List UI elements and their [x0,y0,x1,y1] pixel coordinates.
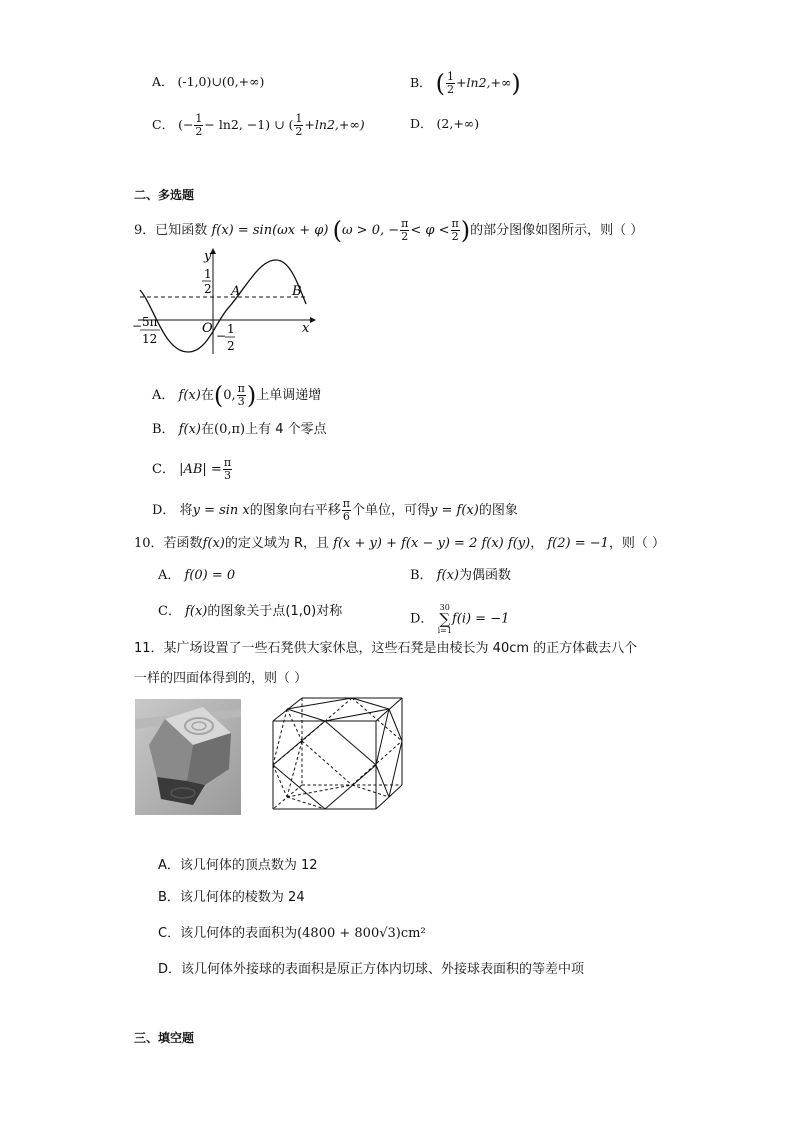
q9-option-a-in: 在 [200,388,214,403]
q10-stem-text-b: 的定义域为 R，且 [224,536,330,551]
q10-option-b-label: B． [410,568,433,583]
q9-option-c [152,457,233,482]
q8-option-c-fraction-1 [194,113,203,138]
fraction-numerator: 1 [447,70,455,83]
q9-option-d-text-d: 的图象 [478,503,518,518]
q9-fraction-pi-2-a [400,218,409,243]
q10-option-b [410,567,511,585]
q11-option-a-label: A． [158,858,180,873]
fraction-numerator: 1 [195,112,203,125]
q9-number: 9． [134,223,156,238]
q9-option-a-text: 上单调递增 [256,388,322,403]
q11-option-c [158,925,426,943]
q9-option-b-label: B． [152,422,175,437]
q11-stem-line-2: 一样的四面体得到的，则（ ） [134,671,308,686]
point-b-label: B [292,284,302,299]
q11-option-b [158,889,305,907]
fraction-numerator: 1 [295,112,303,125]
q11-truncated-cube-diagram [270,695,406,813]
point-a-label: A [231,284,241,299]
q11-option-b-label: B． [158,890,180,905]
q8-option-a-text: (-1,0)∪(0,+∞) [177,74,265,89]
q10-option-c [158,603,342,621]
q9-option-b-in: 在 [201,422,215,437]
q10-option-d [410,603,509,635]
q10-option-d-label: D． [410,611,434,627]
q11-option-a-text: 该几何体的顶点数为 12 [179,858,318,873]
q11-number: 11． [134,641,164,656]
q10-separator: ， [530,536,544,551]
q10-option-a-label: A． [158,568,181,583]
fraction-numerator: π [237,382,245,395]
q10-f2: f(2) = −1 [547,536,609,551]
q8-option-a-label: A． [152,74,174,89]
fraction-denominator: 2 [451,230,459,243]
q10-option-c-func: f(x) [185,604,208,619]
q10-stem [134,535,665,553]
q8-option-b-label: B． [410,75,432,90]
tick-half-denominator: 2 [204,282,212,296]
q9-option-d-text-a: 将 [179,503,193,518]
q9-option-d [152,498,518,523]
summation-lower: i=1 [437,626,452,635]
q10-option-c-label: C． [158,604,181,619]
q10-equation: f(x + y) + f(x − y) = 2 f(x) f(y) [333,536,531,551]
q11-stem-line-1 [134,640,637,658]
q8-option-d-text: (2,+∞) [436,116,480,131]
section-title-multiple-choice: 二、多选题 [134,188,195,202]
q8-option-b: B． ( $\frac{1}{2}$ +ln2,+∞) [410,69,521,98]
q8-option-b-text: +ln2,+∞ [456,75,512,90]
q9-stem-text-b: 的部分图像如图所示，则（ ） [470,223,644,238]
q8-option-c-part3: +ln2,+∞) [304,117,365,132]
q10-stem-text-c: ，则（ ） [608,536,666,551]
q8-option-b-fraction [446,71,455,96]
q9-stem-text-a: 已知函数 [155,223,208,238]
q9-option-b-text: 上有 4 个零点 [245,422,327,437]
fraction-numerator: π [223,456,232,469]
q9-option-a-fraction [237,383,246,408]
q9-option-d-text-b: 的图象向右平移 [249,503,341,518]
q9-option-a-label: A． [152,388,175,403]
q10-func: f(x) [202,536,225,551]
fraction-numerator: π [342,497,351,510]
q8-option-c [152,113,365,138]
q11-option-c-text: 该几何体的表面积为 [180,926,298,941]
origin-label: O [202,321,213,336]
q8-option-d-label: D． [410,116,433,131]
tick-neg-5pi-12-denominator: 12 [142,332,158,346]
tick-neg-5pi-12-numerator: 5π [142,315,158,329]
q10-option-c-text: 的图象关于点(1,0)对称 [207,604,343,619]
q9-option-a: A． f(x)在(0, $\frac{\pi}{3}$ )上单调递增 [152,381,322,410]
q8-option-c-part2: − ln2, −1) ∪ ( [204,117,294,132]
q9-sine-graph [130,246,320,358]
q9-condition-b: < φ < [410,223,450,238]
q8-option-a [152,73,264,91]
q11-option-b-text: 该几何体的棱数为 24 [179,890,305,905]
summation-upper: 30 [439,603,450,612]
x-axis-label: x [302,321,310,336]
fraction-numerator: π [401,217,409,230]
q9-option-d-label: D． [152,503,176,518]
fraction-denominator: 3 [223,469,231,482]
q10-number: 10． [134,536,164,551]
q9-option-b-func: f(x) [178,422,201,437]
q9-option-b-interval: (0,π) [214,422,246,437]
q9-formula: f(x) = sin(ωx + φ) [211,223,329,238]
q8-option-d [410,115,479,133]
q10-stem-text-a: 若函数 [163,536,203,551]
q8-option-c-part1: (− [178,117,194,132]
q9-stem: 9．已知函数 f(x) = sin(ωx + φ) (ω > 0, − $\frac{\pi}{2}$ < φ < $\frac{\pi}{2}$ )的部分图像如图所示，则（ ） [134,216,644,245]
q9-option-d-text-c: 个单位，可得 [352,503,431,518]
q11-option-c-formula: (4800 + 800√3)cm² [297,926,426,941]
q10-option-d-text: f(i) = −1 [451,611,510,627]
q10-option-b-func: f(x) [436,568,459,583]
q9-option-c-abs: |AB| = [179,462,222,477]
q9-option-b [152,421,327,439]
fraction-denominator: 2 [447,83,455,96]
q8-option-c-fraction-2 [294,113,303,138]
tick-neg-half-numerator: 1 [227,322,235,336]
q9-condition-a: ω > 0, − [341,223,400,238]
fraction-denominator: 2 [295,125,303,138]
q9-option-d-y-f: y = f(x) [430,503,479,518]
q9-option-d-y-sin: y = sin x [192,503,250,518]
q10-option-b-text: 为偶函数 [459,568,512,583]
section-title-fill-in-blank: 三、填空题 [134,1031,195,1045]
tick-neg-half-sign: − [216,329,227,343]
tick-half-numerator: 1 [204,267,212,281]
tick-neg-half-denominator: 2 [227,339,235,353]
q11-stone-stool-photo [135,699,241,815]
tick-neg-5pi-12-sign: − [132,319,143,333]
fraction-denominator: 2 [195,125,203,138]
q11-option-d-text: 该几何体外接球的表面积是原正方体内切球、外接球表面积的等差中项 [181,962,585,977]
y-axis-label: y [204,249,212,264]
q11-option-d-label: D． [158,962,182,977]
q11-stem-text-1: 某广场设置了一些石凳供大家休息，这些石凳是由棱长为 40cm 的正方体截去八个 [163,641,638,656]
x-axis-arrow [310,317,316,323]
fraction-numerator: π [451,217,459,230]
q10-summation [438,603,452,635]
fraction-denominator: 3 [237,395,245,408]
q9-option-c-label: C． [152,462,175,477]
q9-option-a-func: f(x) [178,388,201,403]
q11-option-d [158,961,584,979]
fraction-denominator: 6 [342,510,350,523]
q11-option-a [158,857,318,875]
q9-fraction-pi-2-b [451,218,460,243]
fraction-denominator: 2 [401,230,409,243]
q9-option-d-fraction [342,498,351,523]
q9-option-c-fraction [223,457,232,482]
q11-option-c-label: C． [158,926,181,941]
summation-sign: ∑ [439,610,451,628]
q10-option-a-text: f(0) = 0 [184,568,236,583]
q8-option-c-label: C． [152,117,175,132]
q10-option-a [158,567,235,585]
q9-option-a-interval: 0, [223,388,236,403]
